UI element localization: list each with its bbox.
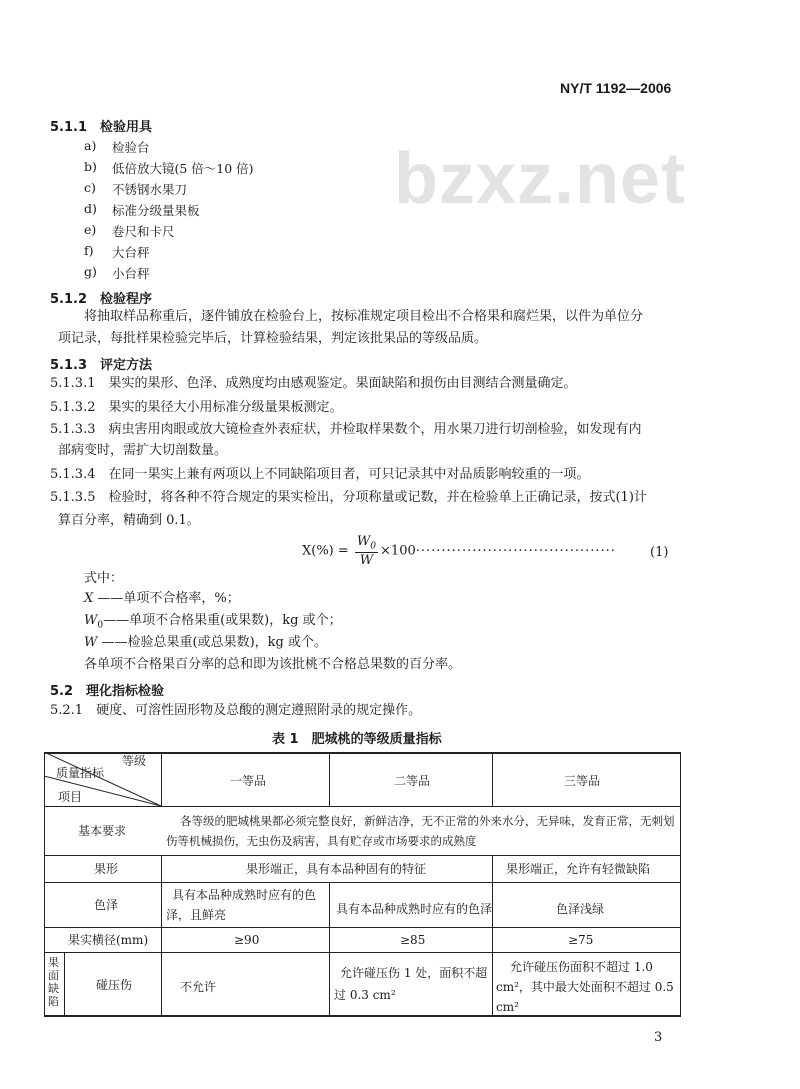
basic-requirement-text: 伤等机械损伤，无虫伤及病害，具有贮存或市场要求的成熟度: [166, 834, 477, 848]
list-item-text: 低倍放大镜(5 倍～10 倍): [112, 161, 254, 176]
row-label-diameter: 果实横径(mm): [68, 933, 149, 947]
color-grade-1: 具有本品种成熟时应有的色: [172, 888, 317, 902]
grade-quality-table: [44, 752, 681, 1017]
basic-requirement-text: 各等级的肥城桃果都必须完整良好，新鲜洁净，无不正常的外来水分，无异味，发育正常，无刺划: [180, 814, 675, 828]
col-head-grade-1: 一等品: [230, 774, 267, 788]
section-5-2-title: 5.2 理化指标检验: [50, 684, 165, 699]
list-item-text: 卷尺和卡尺: [112, 224, 175, 239]
section-5-1-2-title: 5.1.2 检验程序: [50, 292, 153, 307]
where-w: W ——检验总果重(或总果数)，kg 或个。: [84, 635, 327, 650]
row-label-color: 色泽: [94, 898, 119, 912]
clause-5-1-3-5: 5.1.3.5 检验时，将各种不符合规定的果实检出，分项称量或记数，并在检验单上正确记录，按式(1)计: [50, 490, 647, 505]
where-w0: $W_0——$单项不合格果重(或果数)，kg 或个；: [84, 613, 342, 631]
corner-index: 质量指标: [56, 766, 105, 780]
list-item: a): [84, 138, 97, 153]
shape-grade-3: 果形端正，允许有轻微缺陷: [506, 862, 651, 876]
bruise-grade-1: 不允许: [180, 980, 217, 994]
paragraph: 项记录，每批样果检验完毕后，计算检验结果，判定该批果品的等级品质。: [58, 331, 488, 346]
color-grade-2: 具有本品种成熟时应有的色泽: [336, 902, 493, 916]
clause-5-1-3-3: 5.1.3.3 病虫害用肉眼或放大镜检查外表症状，并检取样果数个，用水果刀进行切剖检验，如发现有内: [50, 422, 642, 437]
paragraph: 算百分率，精确到 0.1。: [58, 513, 200, 528]
list-item: c): [84, 180, 96, 195]
clause-5-2-1: 5.2.1 硬度、可溶性固形物及总酸的测定遵照附录的规定操作。: [50, 703, 422, 718]
color-grade-1: 泽，且鲜亮: [166, 908, 227, 922]
diameter-grade-3: ≥75: [568, 933, 594, 947]
clause-5-1-3-4: 5.1.3.4 在同一果实上兼有两项以上不同缺陷项目者，可只记录其中对品质影响较重的一项。: [50, 467, 590, 482]
shape-grade-1-2: 果形端正，具有本品种固有的特征: [246, 862, 427, 876]
clause-5-1-3-1: 5.1.3.1 果实的果形、色泽、成熟度均由感观鉴定。果面缺陷和损伤由目测结合测量确定。: [50, 376, 577, 391]
list-item-text: 检验台: [112, 140, 150, 155]
list-item-text: 大台秤: [112, 245, 150, 260]
row-label-shape: 果形: [94, 862, 119, 876]
row-group-surface-defect: 果面缺陷: [48, 956, 59, 1008]
table-caption: 表 1 肥城桃的等级质量指标: [272, 732, 442, 747]
row-label-basic: 基本要求: [78, 824, 127, 838]
bruise-grade-2: 过 0.3 cm²: [334, 988, 396, 1002]
paragraph: 将抽取样品称重后，逐件铺放在检验台上，按标准规定项目检出不合格果和腐烂果，以件为单位分: [84, 309, 644, 324]
bruise-grade-3: 允许碰压伤面积不超过 1.0: [510, 960, 653, 974]
list-item: g): [84, 264, 97, 279]
formula-lhs: X(%) =: [302, 543, 349, 559]
formula-tail: ×100: [380, 543, 416, 559]
watermark: bzxz.net: [394, 139, 687, 219]
bruise-grade-3: cm²，其中最大处面积不超过 0.5: [496, 980, 674, 994]
where-note: 各单项不合格果百分率的总和即为该批桃不合格总果数的百分率。: [84, 657, 462, 672]
list-item-text: 不锈钢水果刀: [112, 182, 188, 197]
col-head-grade-3: 三等品: [564, 774, 601, 788]
paragraph: 部病变时，需扩大切剖数量。: [58, 443, 228, 458]
standard-number: NY/T 1192—2006: [560, 80, 672, 96]
diameter-grade-2: ≥85: [400, 933, 426, 947]
corner-grade: 等级: [122, 754, 147, 768]
section-5-1-3-title: 5.1.3 评定方法: [50, 358, 153, 373]
col-head-grade-2: 二等品: [394, 774, 431, 788]
row-label-bruise: 碰压伤: [96, 978, 133, 992]
list-item: e): [84, 222, 97, 237]
corner-item: 项目: [58, 790, 83, 804]
list-item: d): [84, 201, 97, 216]
section-5-1-1-title: 5.1.1 检验用具: [50, 120, 153, 135]
where-x: X ——单项不合格率，%；: [84, 591, 240, 606]
bruise-grade-2: 允许碰压伤 1 处，面积不超: [340, 966, 488, 980]
diameter-grade-1: ≥90: [234, 933, 260, 947]
equation-number: (1): [650, 545, 669, 560]
list-item: b): [84, 159, 97, 174]
formula-1: [302, 534, 616, 568]
formula-fraction: $\frac{W_0}{W}$: [356, 534, 377, 568]
where-intro: 式中：: [84, 571, 124, 586]
list-item-text: 标准分级量果板: [112, 203, 200, 218]
formula-leader: ·······································: [415, 543, 616, 559]
list-item: f): [84, 243, 94, 258]
bruise-grade-3: cm²: [496, 1000, 519, 1014]
color-grade-3: 色泽浅绿: [556, 902, 605, 916]
clause-5-1-3-2: 5.1.3.2 果实的果径大小用标准分级量果板测定。: [50, 400, 343, 415]
page-number: 3: [654, 1030, 663, 1045]
list-item-text: 小台秤: [112, 266, 150, 281]
